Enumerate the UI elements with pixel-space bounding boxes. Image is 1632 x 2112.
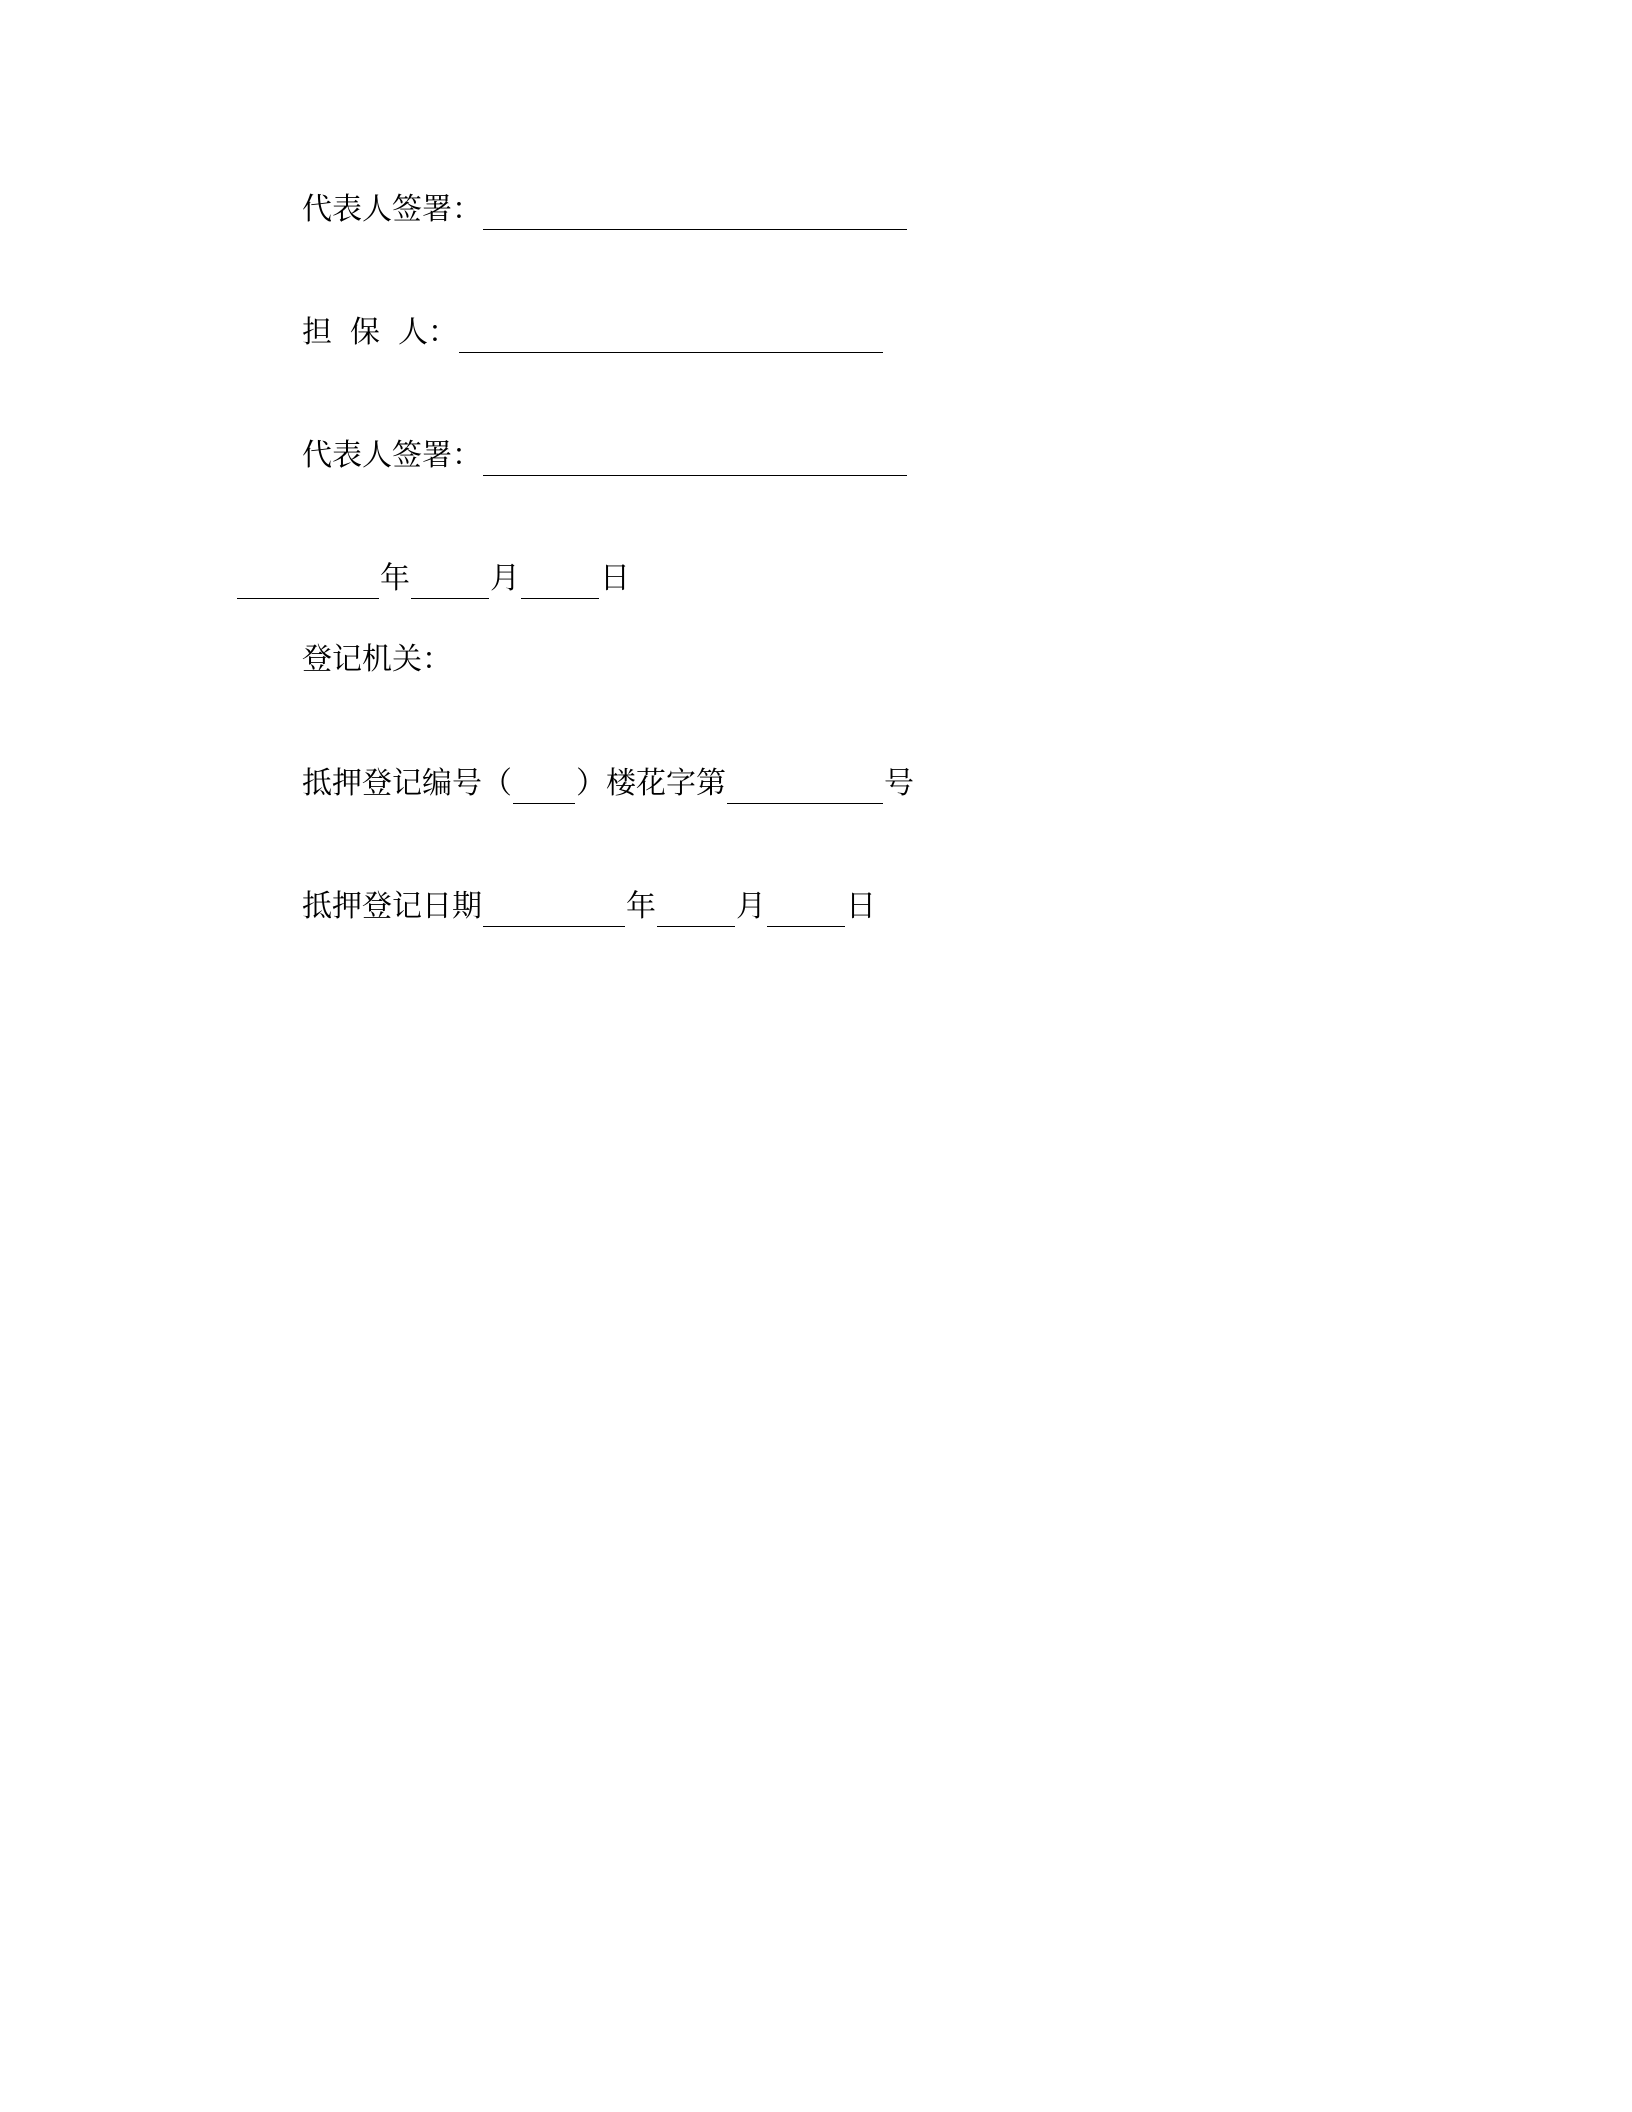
guarantor-label-char-3: 人	[398, 315, 428, 350]
registration-authority-line	[302, 640, 452, 680]
signing-date-year-label: 年	[380, 561, 410, 596]
rep-signature-line-2	[302, 436, 908, 476]
guarantor-label-colon: ：	[428, 315, 458, 350]
guarantor-label-char-2: 保	[350, 315, 380, 350]
registration-date-month-blank[interactable]	[657, 892, 735, 927]
rep-signature-blank-1[interactable]	[483, 195, 907, 230]
registration-authority-label: 登记机关：	[302, 642, 452, 677]
registration-date-day-blank[interactable]	[767, 892, 845, 927]
rep-signature-label-1: 代表人签署：	[302, 192, 482, 227]
guarantor-blank[interactable]	[459, 318, 883, 353]
signing-date-day-blank[interactable]	[521, 564, 599, 599]
registration-number-blank[interactable]	[727, 769, 883, 804]
registration-number-suffix: 号	[884, 766, 914, 801]
registration-date-line	[302, 887, 876, 927]
signing-date-line	[236, 559, 630, 599]
guarantor-label-char-1: 担	[302, 315, 332, 350]
registration-number-prefix: 抵押登记编号（	[302, 766, 512, 801]
registration-date-day-label: 日	[846, 889, 876, 924]
registration-number-line	[302, 764, 914, 804]
registration-date-label: 抵押登记日期	[302, 889, 482, 924]
registration-date-year-label: 年	[626, 889, 656, 924]
rep-signature-blank-2[interactable]	[483, 441, 907, 476]
registration-number-middle: ）楼花字第	[576, 766, 726, 801]
signing-date-day-label: 日	[600, 561, 630, 596]
signing-date-month-label: 月	[490, 561, 520, 596]
signing-date-year-blank[interactable]	[237, 564, 379, 599]
registration-date-month-label: 月	[736, 889, 766, 924]
rep-signature-label-2: 代表人签署：	[302, 438, 482, 473]
rep-signature-line-1	[302, 190, 908, 230]
signing-date-month-blank[interactable]	[411, 564, 489, 599]
registration-date-year-blank[interactable]	[483, 892, 625, 927]
guarantor-line	[302, 313, 884, 353]
registration-year-blank[interactable]	[513, 769, 575, 804]
